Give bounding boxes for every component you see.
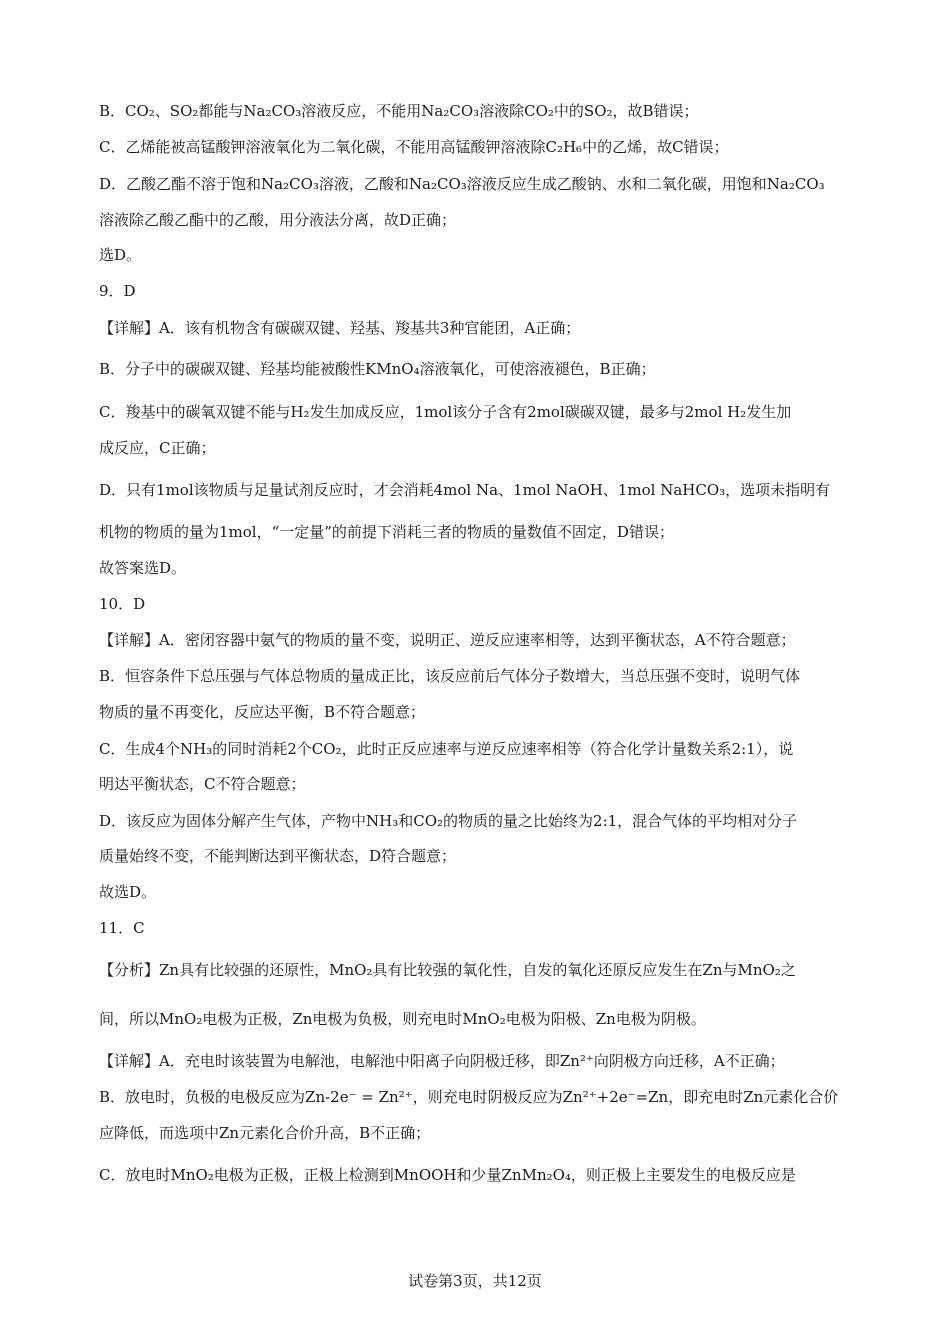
question-number: 9．D [99,282,136,300]
text-line: 故答案选D。 [99,559,187,577]
text-line: 机物的物质的量为1mol，“一定量”的前提下消耗三者的物质的量数值不固定，D错误； [99,523,674,541]
text-line: 【详解】A．该有机物含有碳碳双键、羟基、羧基共3种官能团，A正确； [99,319,581,337]
text-line: B．CO₂、SO₂都能与Na₂CO₃溶液反应，不能用Na₂CO₃溶液除CO₂中的SO₂，故B错误； [99,102,699,120]
text-line: 质量始终不变，不能判断达到平衡状态，D符合题意； [99,847,457,865]
text-line: 物质的量不再变化，反应达平衡，B不符合题意； [99,703,426,721]
text-line: 成反应，C正确； [99,439,216,457]
text-line: 间，所以MnO₂电极为正极，Zn电极为负极，则充电时MnO₂电极为阳极、Zn电极为阴极。 [99,1010,706,1028]
question-number: 10．D [99,595,146,613]
text-line: 明达平衡状态，C不符合题意； [99,775,306,793]
text-line: C．放电时MnO₂电极为正极，正极上检测到MnOOH和少量ZnMn₂O₄，则正极上主要发生的电极反应是 [99,1166,796,1184]
text-line: 【详解】A．充电时该装置为电解池，电解池中阳离子向阴极迁移，即Zn²⁺向阴极方向迁移，A不正确； [99,1052,785,1070]
text-line: 【详解】A．密闭容器中氨气的物质的量不变，说明正、逆反应速率相等，达到平衡状态，A不符合题意； [99,631,796,649]
question-number: 11．C [99,919,145,937]
text-line: C．羧基中的碳氧双键不能与H₂发生加成反应，1mol该分子含有2mol碳碳双键，最多与2mol H₂发生加 [99,403,792,421]
page-footer: 试卷第3页，共12页 [408,1272,542,1290]
text-line: 故选D。 [99,883,157,901]
text-line: B．分子中的碳碳双键、羟基均能被酸性KMnO₄溶液氧化，可使溶液褪色，B正确； [99,360,656,378]
text-line: 溶液除乙酸乙酯中的乙酸，用分液法分离，故D正确； [99,211,457,229]
text-line: C．乙烯能被高锰酸钾溶液氧化为二氧化碳，不能用高锰酸钾溶液除C₂H₆中的乙烯，故C错误； [99,138,729,156]
text-line: D．该反应为固体分解产生气体，产物中NH₃和CO₂的物质的量之比始终为2:1，混合气体的平均相对分子 [99,812,798,830]
text-line: 应降低，而选项中Zn元素化合价升高，B不正确； [99,1124,431,1142]
text-line: C．生成4个NH₃的同时消耗2个CO₂，此时正反应速率与逆反应速率相等（符合化学计量数关系2:1），说 [99,740,794,758]
text-line: D．乙酸乙酯不溶于饱和Na₂CO₃溶液，乙酸和Na₂CO₃溶液反应生成乙酸钠、水和二氧化碳，用饱和Na₂CO₃ [99,175,825,193]
text-line: B．恒容条件下总压强与气体总物质的量成正比，该反应前后气体分子数增大，当总压强不变时，说明气体 [99,667,801,685]
text-line: B．放电时，负极的电极反应为Zn-2e⁻ = Zn²⁺，则充电时阴极反应为Zn²⁺+2e⁻=Zn，即充电时Zn元素化合价 [99,1088,839,1106]
text-line: D．只有1mol该物质与足量试剂反应时，才会消耗4mol Na、1mol NaOH、1mol NaHCO₃，选项未指明有 [99,481,831,499]
text-line: 【分析】Zn具有比较强的还原性，MnO₂具有比较强的氧化性，自发的氧化还原反应发生在Zn与MnO₂之 [99,961,796,979]
text-line: 选D。 [99,246,142,264]
